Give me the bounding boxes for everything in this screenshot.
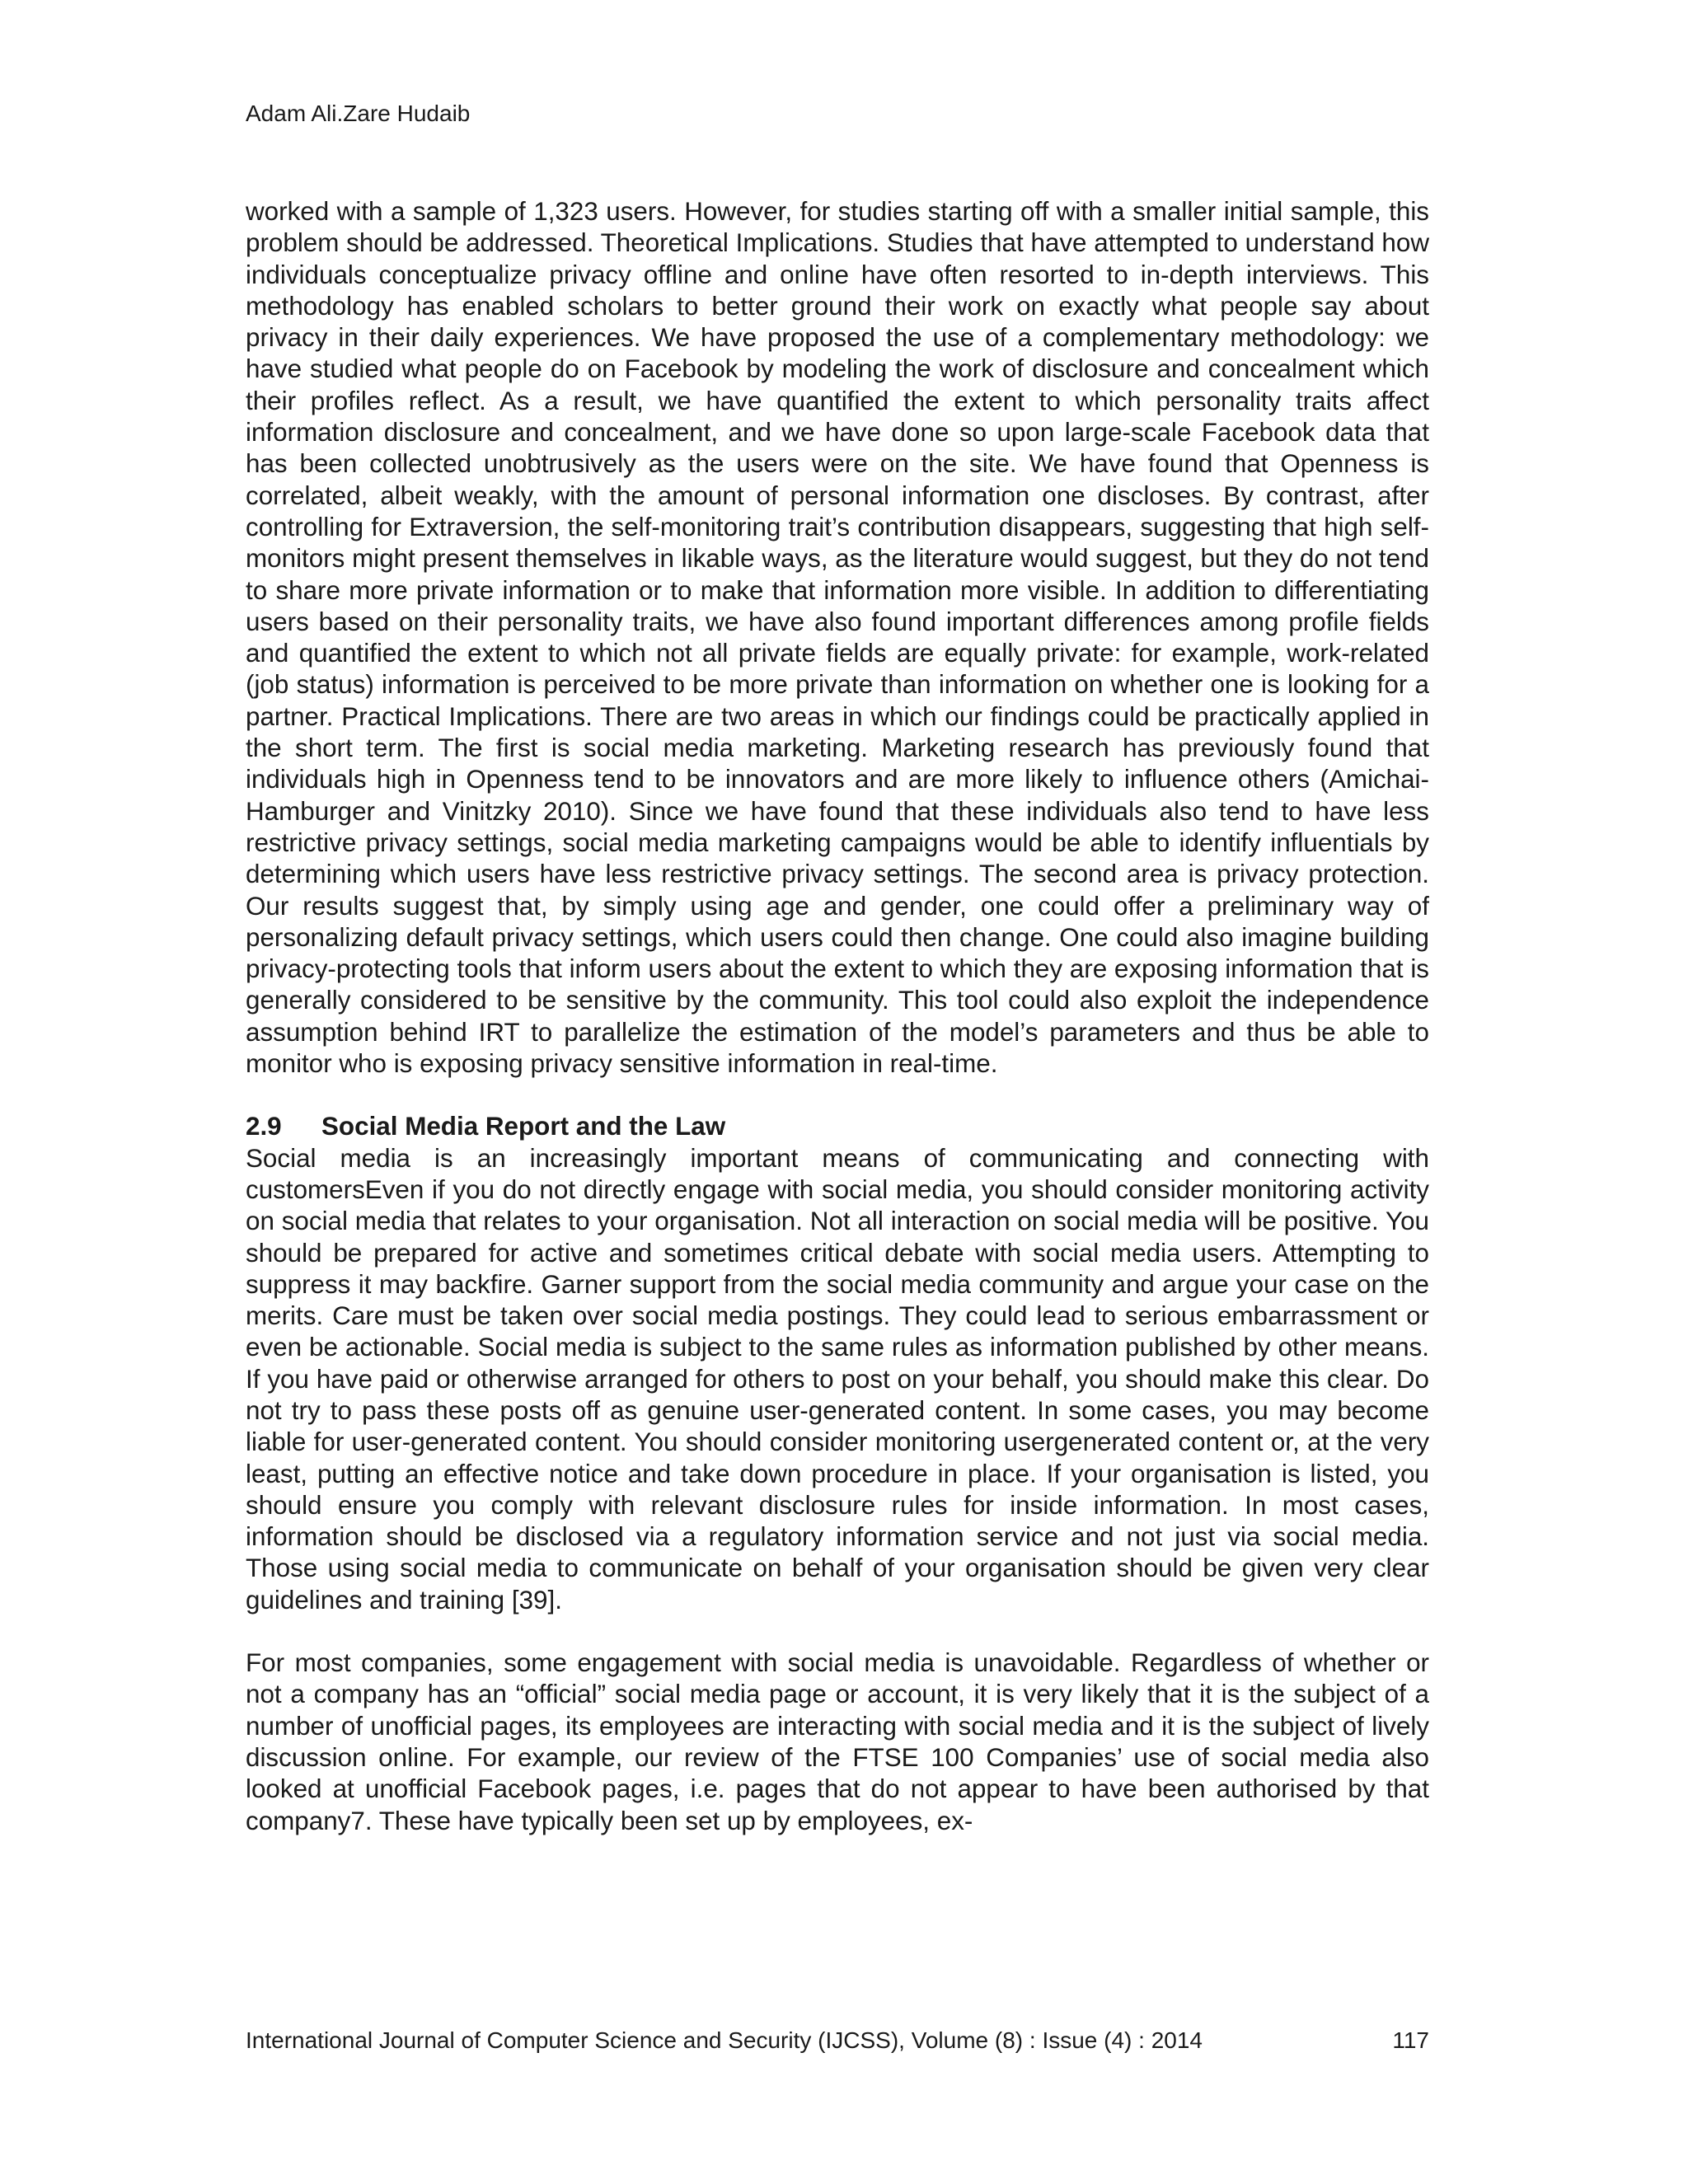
body-paragraph: worked with a sample of 1,323 users. However, for studies starting off with a smaller initial sample, this problem should be addressed. Theoretical Implications. Studies that have attempted to understand how individuals conceptualize privacy offline and online have often resorted to in-depth interviews. This methodology has enabled scholars to better ground their work on exactly what people say about privacy in their daily experiences. We have proposed the use of a complementary methodology: we have studied what people do on Facebook by modeling the work of disclosure and concealment which their profiles reflect. As a result, we have quantified the extent to which personality traits affect information disclosure and concealment, and we have done so upon large-scale Facebook data that has been collected unobtrusively as the users were on the site. We have found that Openness is correlated, albeit weakly, with the amount of personal information one discloses. By contrast, after controlling for Extraversion, the self-monitoring trait’s contribution disappears, suggesting that high self-monitors might present themselves in likable ways, as the literature would suggest, but they do not tend to share more private information or to make that information more visible. In addition to differentiating users based on their personality traits, we have also found important differences among profile fields and quantified the extent to which not all private fields are equally private: for example, work-related (job status) information is perceived to be more private than information on whether one is looking for a partner. Practical Implications. There are two areas in which our findings could be practically applied in the short term. The first is social media marketing. Marketing research has previously found that individuals high in Openness tend to be innovators and are more likely to influence others (Amichai- Hamburger and Vinitzky 2010). Since we have found that these individuals also tend to have less restrictive privacy settings, social media marketing campaigns would be able to identify influentials by determining which users have less restrictive privacy settings. The second area is privacy protection. Our results suggest that, by simply using age and gender, one could offer a preliminary way of personalizing default privacy settings, which users could then change. One could also imagine building privacy-protecting tools that inform users about the extent to which they are exposing information that is generally considered to be sensitive by the community. This tool could also exploit the independence assumption behind IRT to parallelize the estimation of the model’s parameters and thus be able to monitor who is exposing privacy sensitive information in real-time. bbox=[246, 197, 1430, 1079]
section-number: 2.9 bbox=[246, 1112, 282, 1141]
body-paragraph: For most companies, some engagement with social media is unavoidable. Regardless of whether or not a company has an “official” social media page or account, it is very likely that it is the subject of a number of unofficial pages, its employees are interacting with social media and it is the subject of lively discussion online. For example, our review of the FTSE 100 Companies’ use of social media also looked at unofficial Facebook pages, i.e. pages that do not appear to have been authorised by that company7. These have typically been set up by employees, ex- bbox=[246, 1648, 1429, 1835]
body-paragraph: Social media is an increasingly important means of communicating and connecting with customersEven if you do not directly engage with social media, you should consider monitoring activity on social media that relates to your organisation. Not all interaction on social media will be positive. You should be prepared for active and sometimes critical debate with social media users. Attempting to suppress it may backfire. Garner support from the social media community and argue your case on the merits. Care must be taken over social media postings. They could lead to serious embarrassment or even be actionable. Social media is subject to the same rules as information published by other means. If you have paid or otherwise arranged for others to post on your behalf, you should make this clear. Do not try to pass these posts off as genuine user-generated content. In some cases, you may become liable for user-generated content. You should consider monitoring usergenerated content or, at the very least, putting an effective notice and take down procedure in place. If your organisation is listed, you should ensure you comply with relevant disclosure rules for inside information. In most cases, information should be disclosed via a regulatory information service and not just via social media. Those using social media to communicate on behalf of your organisation should be given very clear guidelines and training [39]. bbox=[246, 1143, 1429, 1615]
paragraph-spacer bbox=[246, 1616, 1429, 1647]
running-footer bbox=[246, 2026, 1429, 2055]
article-body bbox=[246, 196, 1429, 1837]
section-heading bbox=[246, 1111, 1429, 1142]
running-header-author: Adam Ali.Zare Hudaib bbox=[246, 101, 471, 126]
footer-journal-citation: International Journal of Computer Science and Security (IJCSS), Volume (8) : Issue (4) : 2014 bbox=[246, 2027, 1203, 2053]
page-number: 117 bbox=[1392, 2027, 1429, 2053]
section-title: Social Media Report and the Law bbox=[321, 1112, 726, 1141]
